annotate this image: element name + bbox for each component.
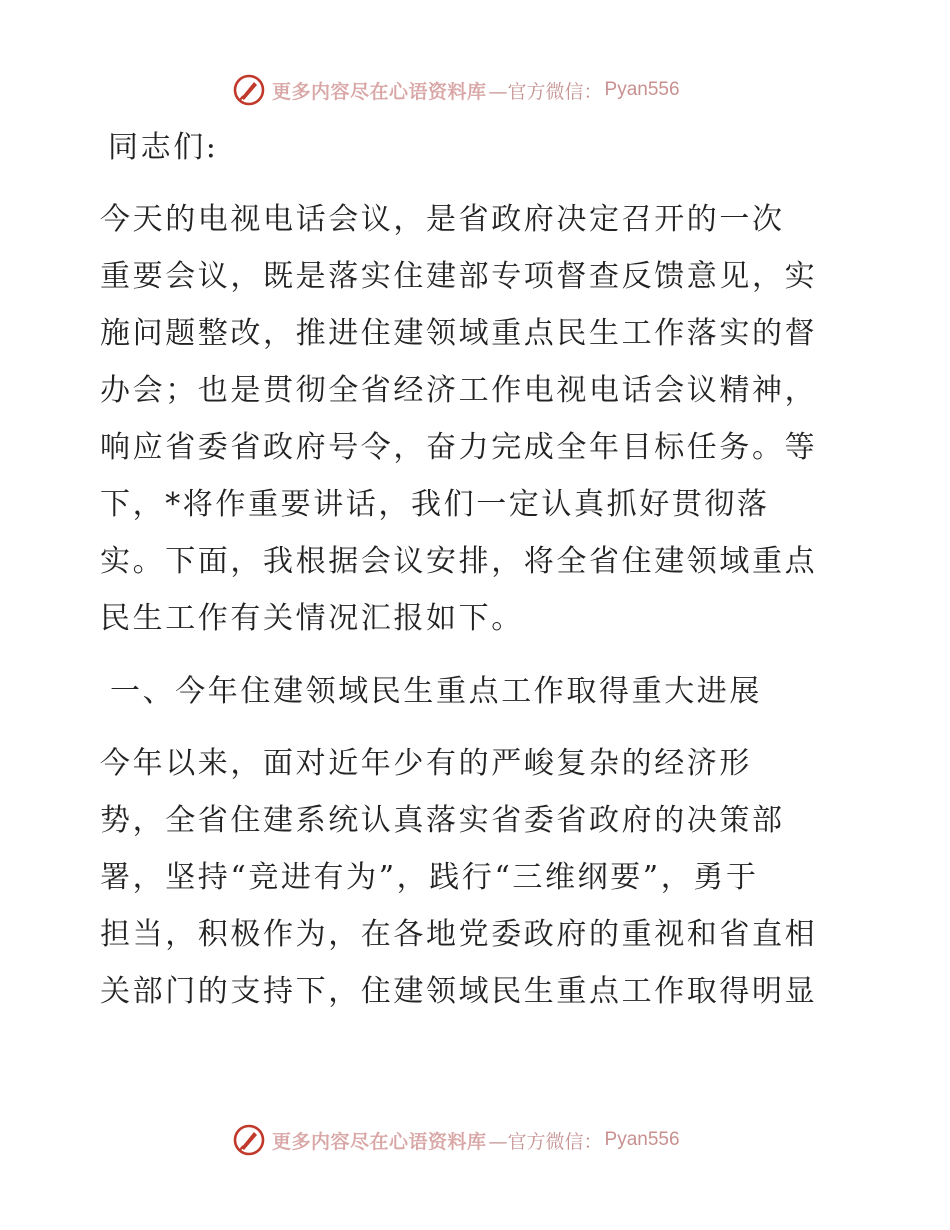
watermark-wechat-id: Pyan556 [604, 79, 680, 100]
footer-watermark-banner [232, 1122, 680, 1158]
body-line: 署，坚持“竞进有为”，践行“三维纲要”，勇于 [100, 860, 759, 895]
body-line: 重要会议，既是落实住建部专项督查反馈意见，实 [100, 259, 818, 294]
watermark-official-label: —官方微信： [488, 80, 603, 103]
body-line: 实。下面，我根据会议安排，将全省住建领域重点 [100, 544, 818, 579]
header-watermark-banner [232, 72, 680, 108]
body-line: 今天的电视电话会议，是省政府决定召开的一次 [100, 202, 785, 237]
body-line: 势，全省住建系统认真落实省委省政府的决策部 [100, 803, 785, 838]
body-line: 今年以来，面对近年少有的严峻复杂的经济形 [100, 746, 752, 781]
watermark-text: 更多内容尽在心语资料库 [272, 80, 487, 103]
body-line: 下，*将作重要讲话，我们一定认真抓好贯彻落 [100, 487, 770, 522]
body-line: 关部门的支持下，住建领域民生重点工作取得明显 [100, 974, 818, 1009]
salutation: 同志们: [108, 130, 219, 165]
body-line: 响应省委省政府号令，奋力完成全年目标任务。等 [100, 430, 818, 465]
body-line: 担当，积极作为，在各地党委政府的重视和省直相 [100, 917, 818, 952]
watermark-wechat-id: Pyan556 [604, 1129, 680, 1150]
section-heading: 一、今年住建领域民生重点工作取得重大进展 [110, 674, 762, 709]
watermark-text: 更多内容尽在心语资料库 [272, 1130, 487, 1153]
body-line: 民生工作有关情况汇报如下。 [100, 601, 524, 636]
quill-logo-icon [232, 1123, 266, 1157]
body-line: 办会；也是贯彻全省经济工作电视电话会议精神， [100, 373, 818, 408]
quill-logo-icon [232, 73, 266, 107]
watermark-official-label: —官方微信： [488, 1130, 603, 1153]
body-line: 施问题整改，推进住建领域重点民生工作落实的督 [100, 316, 818, 351]
